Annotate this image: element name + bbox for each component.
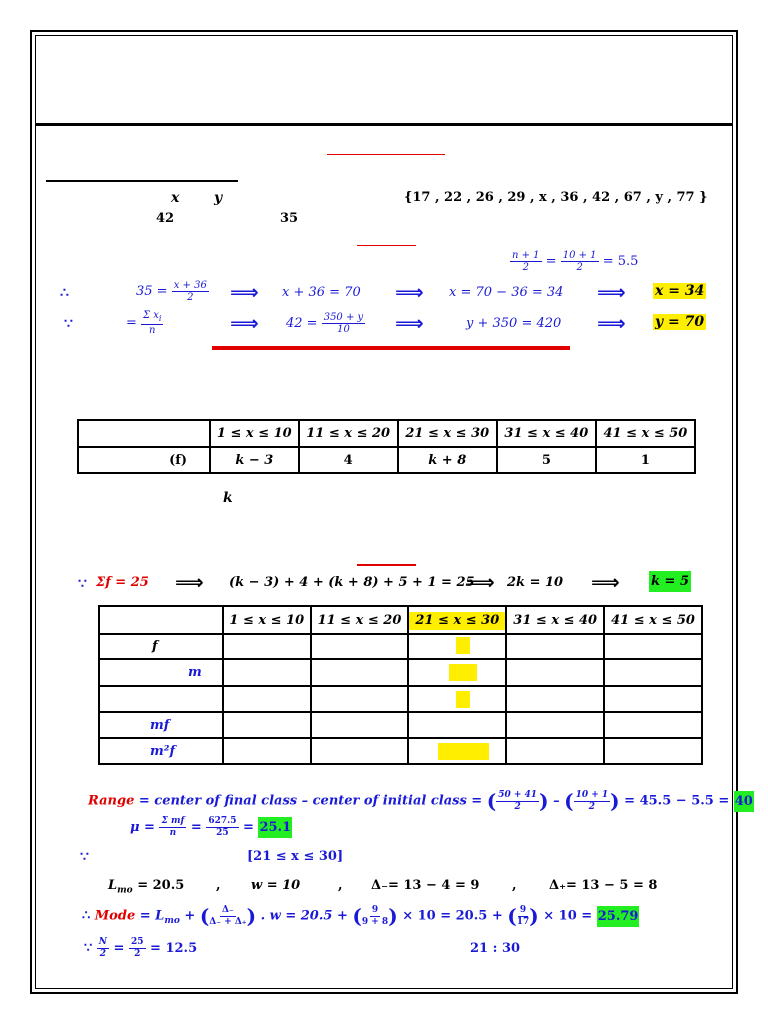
row-label-m2f: m²f <box>99 738 223 764</box>
table-cell <box>223 634 311 659</box>
frequency-table <box>77 419 696 474</box>
separator: , <box>216 878 221 893</box>
table-cell <box>604 686 702 712</box>
mean-result: 25.1 <box>258 817 292 838</box>
table-cell <box>311 659 409 686</box>
table-cell: 21 ≤ x ≤ 30 <box>398 420 497 447</box>
because-symbol: ∵ <box>64 316 73 332</box>
l-mo-param: $L_{mo} = 20.5$ <box>108 878 185 896</box>
table-cell <box>506 659 604 686</box>
implies-arrow: ⟹ <box>597 311 626 335</box>
table-cell: 1 <box>596 447 695 473</box>
separator: , <box>338 878 343 893</box>
table-cell <box>604 738 702 764</box>
result-y: y = 70 <box>655 314 705 330</box>
result-x: x = 34 <box>655 283 705 299</box>
table-header-row <box>78 420 695 447</box>
implies-arrow: ⟹ <box>466 570 495 594</box>
table-cell: 11 ≤ x ≤ 20 <box>311 606 409 634</box>
result-k: k = 5 <box>649 571 691 592</box>
table-cell <box>311 738 409 764</box>
table-header-row <box>99 606 702 634</box>
therefore-symbol: ∴ <box>60 285 69 301</box>
median-class: 21 : 30 <box>470 941 521 956</box>
table-cell <box>506 712 604 738</box>
row-label-mf: mf <box>99 712 223 738</box>
median-line: ∵ $\frac{N}{2}$ = $\frac{25}{2}$ = 12.5 <box>84 937 198 959</box>
median-equation: 35 = $\frac{x + 36}{2}$ <box>136 280 207 303</box>
range-computation: = 45.5 − 5.5 = <box>624 793 730 809</box>
table-cell <box>506 686 604 712</box>
modal-class: [21 ≤ x ≤ 30] <box>247 849 344 864</box>
table-cell <box>223 659 311 686</box>
median-step-2: x = 70 − 36 = 34 <box>449 285 564 300</box>
question-underline <box>46 180 238 182</box>
solution-underline-1 <box>357 245 416 246</box>
table-cell <box>408 712 506 738</box>
table-cell <box>506 634 604 659</box>
table-cell: 41 ≤ x ≤ 50 <box>596 420 695 447</box>
delta-minus-param: Δ₋= 13 − 4 = 9 <box>371 878 480 893</box>
table-row <box>99 634 702 659</box>
table-cell: 41 ≤ x ≤ 50 <box>604 606 702 634</box>
mode-line: ∴ Mode = $L_{mo}$ + ( $\frac{\Delta_-}{\Delta_- + \Delta_+}$ ) . w = 20.5 + ( $\frac{9}{9 + 8}$ ) × 10 = 20.5 + ( $\frac{9}{17}$ ) × 10 = 25.79 <box>82 904 639 928</box>
table-cell: 21 ≤ x ≤ 30 <box>408 606 506 634</box>
table-cell: (f) <box>78 447 210 473</box>
row-label-m: m <box>99 659 223 686</box>
separator: , <box>512 878 517 893</box>
implies-arrow: ⟹ <box>230 280 259 304</box>
header-divider <box>35 123 733 126</box>
mode-label: Mode <box>94 908 136 924</box>
table-cell: 31 ≤ x ≤ 40 <box>506 606 604 634</box>
mean-value: 35 <box>280 211 299 226</box>
table-cell <box>311 712 409 738</box>
table-cell: k + 8 <box>398 447 497 473</box>
table-cell: 1 ≤ x ≤ 10 <box>210 420 299 447</box>
median-step-1: x + 36 = 70 <box>282 285 361 300</box>
table-row <box>78 447 695 473</box>
table-cell <box>604 712 702 738</box>
mean-step-1: 42 = $\frac{350 + y}{10}$ <box>286 312 364 335</box>
page-border-inner <box>35 35 733 989</box>
var-x-label: x <box>171 190 180 206</box>
table-cell <box>223 738 311 764</box>
table-cell <box>604 634 702 659</box>
mode-result: 25.79 <box>597 906 640 927</box>
median-value: 42 <box>156 211 175 226</box>
table-cell <box>223 686 311 712</box>
because-symbol: ∵ <box>80 849 89 865</box>
table-cell: 5 <box>497 447 596 473</box>
var-y-label: y <box>214 190 223 206</box>
table-cell <box>99 606 223 634</box>
range-result: 40 <box>734 791 754 812</box>
implies-arrow: ⟹ <box>597 280 626 304</box>
table-row <box>99 686 702 712</box>
table-cell <box>311 634 409 659</box>
highlight-cell-empty <box>456 691 470 708</box>
computation-table <box>98 605 703 765</box>
median-position-formula: $\frac{n + 1}{2}$ = $\frac{10 + 1}{2}$ = 5.5 <box>512 250 639 273</box>
row-label-f: f <box>99 634 223 659</box>
table-cell: 1 ≤ x ≤ 10 <box>223 606 311 634</box>
table-row <box>99 659 702 686</box>
range-line: Range = center of final class – center of initial class = ( $\frac{50 + 41}{2}$ ) – ( $\frac{10 + 1}{2}$ ) = 45.5 − 5.5 = 40 <box>88 789 753 813</box>
table-cell <box>311 686 409 712</box>
row-label-empty <box>99 686 223 712</box>
sum-f: Σf = 25 <box>96 575 149 590</box>
table-cell <box>78 420 210 447</box>
solution-underline-2 <box>357 564 416 566</box>
mean-line: μ = $\frac{\text{Σ mf}}{n}$ = $\frac{627.5}{25}$ = 25.1 <box>130 816 292 838</box>
table-cell: 4 <box>299 447 398 473</box>
w-param: w = 10 <box>251 878 301 893</box>
mean-step-2: y + 350 = 420 <box>466 316 562 331</box>
table-cell <box>223 712 311 738</box>
table-cell: 11 ≤ x ≤ 20 <box>299 420 398 447</box>
implies-arrow: ⟹ <box>591 570 620 594</box>
table-cell: 31 ≤ x ≤ 40 <box>497 420 596 447</box>
range-label: Range <box>88 793 135 809</box>
implies-arrow: ⟹ <box>395 280 424 304</box>
title-underline <box>327 154 445 155</box>
section-divider <box>212 346 570 350</box>
implies-arrow: ⟹ <box>230 311 259 335</box>
k-step: 2k = 10 <box>507 575 564 590</box>
table-cell <box>506 738 604 764</box>
var-k-label: k <box>223 490 233 506</box>
table-cell <box>604 659 702 686</box>
highlight-cell-m <box>449 664 477 681</box>
because-symbol: ∵ <box>78 576 87 592</box>
implies-arrow: ⟹ <box>395 311 424 335</box>
range-definition: = center of final class – center of initial class = <box>138 793 483 809</box>
data-set: {17 , 22 , 26 , 29 , x , 36 , 42 , 67 , y , 77 } <box>404 190 708 205</box>
k-equation: (k − 3) + 4 + (k + 8) + 5 + 1 = 25 <box>229 575 475 590</box>
highlight-cell-f <box>456 637 470 654</box>
table-cell: k − 3 <box>210 447 299 473</box>
implies-arrow: ⟹ <box>175 570 204 594</box>
table-row <box>99 712 702 738</box>
highlight-cell-m2f <box>438 743 489 760</box>
mean-equation: = $\frac{\Sigma x_i}{n}$ <box>126 310 162 336</box>
table-row <box>99 738 702 764</box>
delta-plus-param: Δ₊= 13 − 5 = 8 <box>549 878 658 893</box>
